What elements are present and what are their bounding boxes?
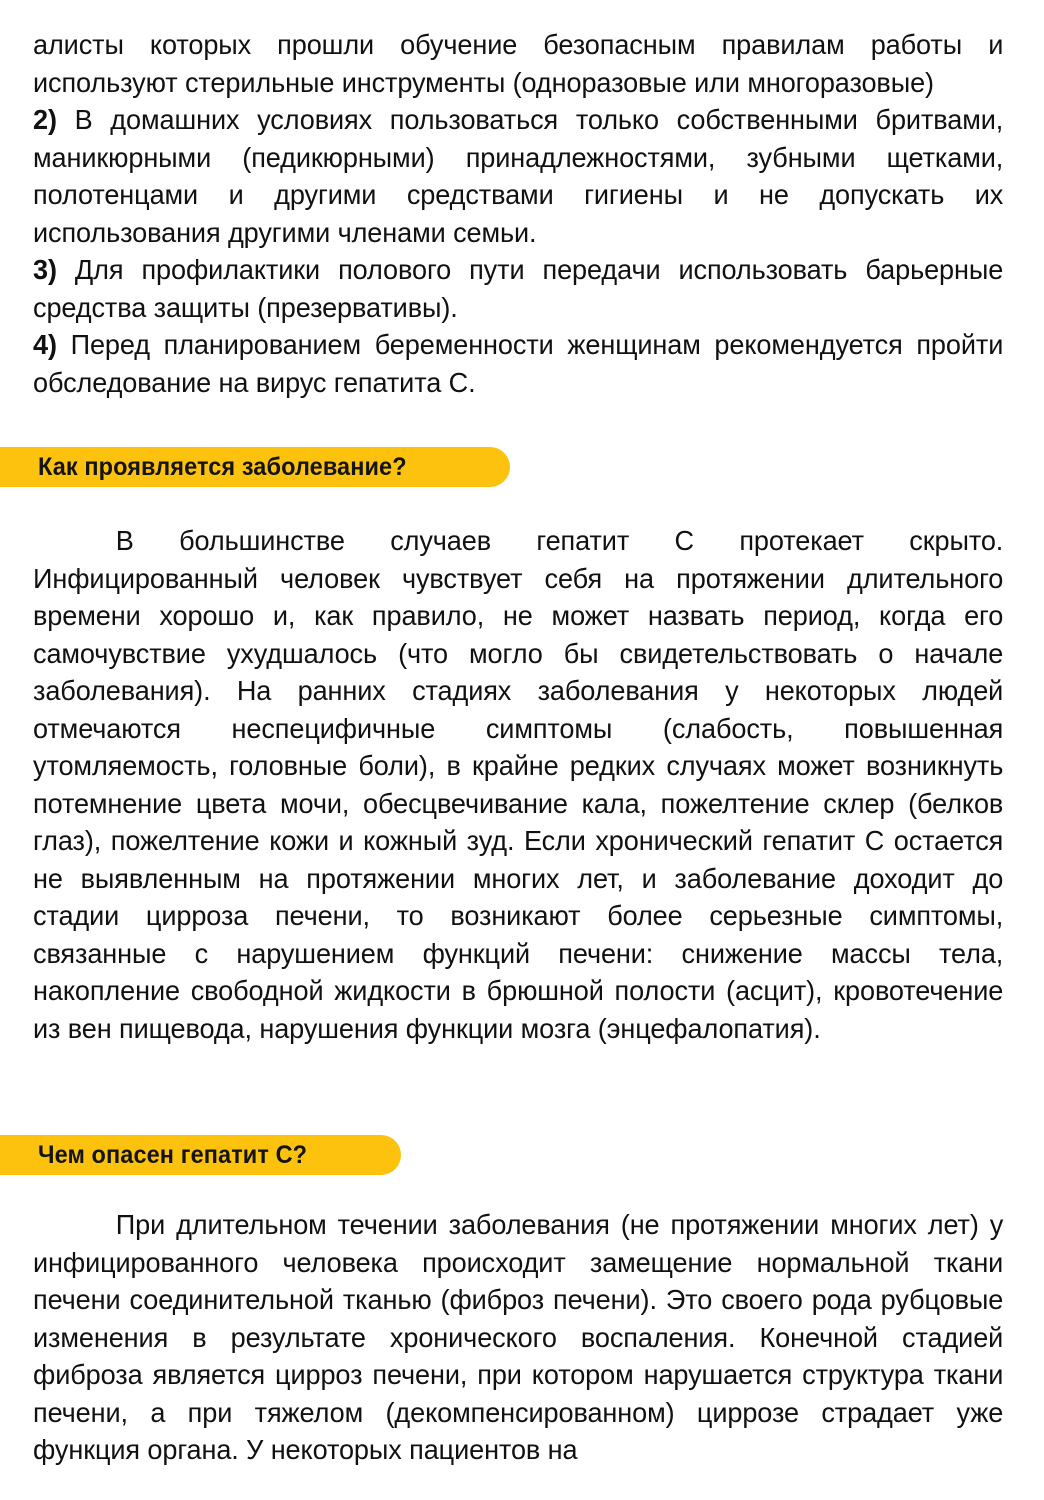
rule-item-2-text: В домашних условиях пользоваться только собственными бритвами, маникюрными (педикюрными) принадлежностями, зубными щетками, полотенцами и другими средствами гигиены и не допускать их использования другими членами семьи.: [33, 104, 1004, 248]
rule-item-3-text: Для профилактики полового пути передачи использовать барьерные средства защиты (презервативы).: [33, 254, 1004, 323]
rule-item-2: [33, 101, 1003, 251]
continued-paragraph: алисты которых прошли обучение безопасным правилам работы и используют стерильные инструменты (одноразовые или многоразовые): [33, 29, 1004, 98]
signs-section-block: [33, 522, 1018, 1047]
rule-item-4-text: Перед планированием беременности женщинам рекомендуется пройти обследование на вирус гепатита С.: [33, 329, 1004, 398]
section-heading-danger-label: Чем опасен гепатит С?: [38, 1140, 308, 1169]
prevention-rules-block: [33, 26, 1018, 401]
rule-item-4-number: 4): [33, 329, 57, 360]
section-heading-danger: [0, 1135, 401, 1175]
section-heading-signs-label: Как проявляется заболевание?: [38, 452, 407, 481]
rule-item-4: [33, 326, 1003, 401]
section-heading-signs: [0, 447, 510, 487]
rule-item-2-number: 2): [33, 104, 57, 135]
signs-paragraph: В большинстве случаев гепатит С протекает скрыто. Инфицированный человек чувствует себя на протяжении длительного времени хорошо и, как правило, не может назвать период, когда его самочувствие ухудшалось (что могло бы свидетельствовать о начале заболевания). На ранних стадиях заболевания у некоторых людей отмечаются неспецифичные симптомы (слабость, повышенная утомляемость, головные боли), в крайне редких случаях может возникнуть потемнение цвета мочи, обесцвечивание кала, пожелтение склер (белков глаз), пожелтение кожи и кожный зуд. Если хронический гепатит С остается не выявленным на протяжении многих лет, и заболевание доходит до стадии цирроза печени, то возникают более серьезные симптомы, связанные с нарушением функций печени: снижение массы тела, накопление свободной жидкости в брюшной полости (асцит), кровотечение из вен пищевода, нарушения функции мозга (энцефалопатия).: [33, 525, 1004, 1044]
danger-paragraph: При длительном течении заболевания (не протяжении многих лет) у инфицированного человека происходит замещение нормальной ткани печени соединительной тканью (фиброз печени). Это своего рода рубцовые изменения в результате хронического воспаления. Конечной стадией фиброза является цирроз печени, при котором нарушается структура ткани печени, а при тяжелом (декомпенсированном) циррозе страдает уже функция органа. У некоторых пациентов на: [33, 1209, 1004, 1465]
rule-item-3-number: 3): [33, 254, 57, 285]
rule-item-3: [33, 251, 1003, 326]
danger-section-block: [33, 1206, 1018, 1469]
